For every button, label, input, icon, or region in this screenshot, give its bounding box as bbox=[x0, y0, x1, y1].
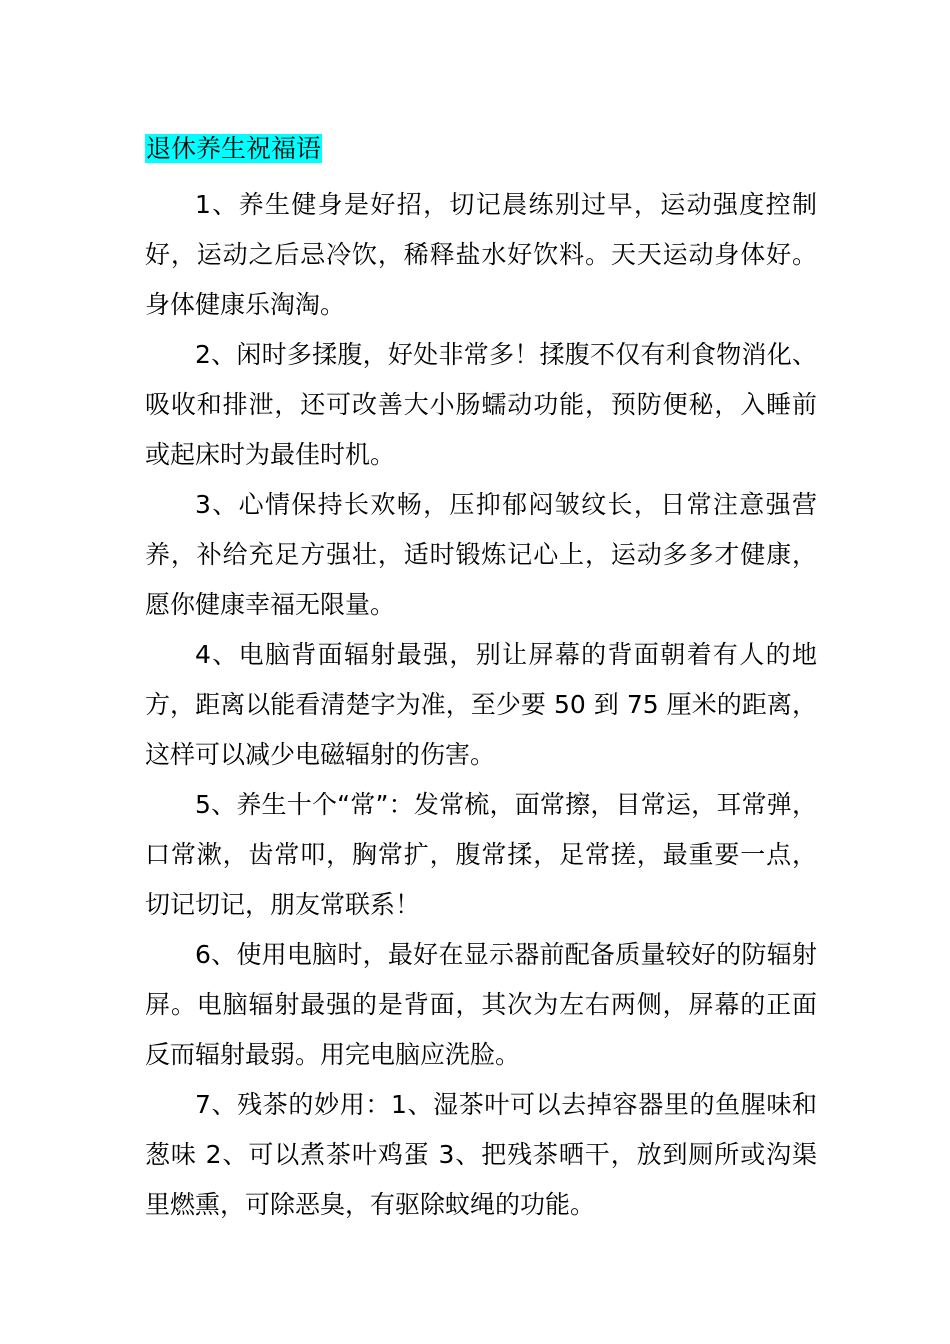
paragraph-2: 2、闲时多揉腹，好处非常多！揉腹不仅有利食物消化、吸收和排泄，还可改善大小肠蠕动功能，预防便秘，入睡前或起床时为最佳时机。 bbox=[145, 340, 817, 469]
paragraph-4: 4、电脑背面辐射最强，别让屏幕的背面朝着有人的地方，距离以能看清楚字为准，至少要 50 到 75 厘米的距离，这样可以减少电磁辐射的伤害。 bbox=[145, 640, 817, 769]
paragraph-7: 7、残茶的妙用：1、湿茶叶可以去掉容器里的鱼腥味和葱味 2、可以煮茶叶鸡蛋 3、把残茶晒干，放到厕所或沟渠里燃熏，可除恶臭，有驱除蚊绳的功能。 bbox=[145, 1090, 817, 1219]
document-body bbox=[145, 180, 817, 1230]
title-text: 退休养生祝福语 bbox=[146, 134, 322, 163]
document-title bbox=[145, 129, 322, 169]
paragraph-1: 1、养生健身是好招，切记晨练别过早，运动强度控制好，运动之后忌冷饮，稀释盐水好饮料。天天运动身体好。身体健康乐淘淘。 bbox=[145, 190, 817, 319]
paragraph-6: 6、使用电脑时，最好在显示器前配备质量较好的防辐射屏。电脑辐射最强的是背面，其次为左右两侧，屏幕的正面反而辐射最弱。用完电脑应洗脸。 bbox=[145, 940, 817, 1069]
paragraph-5: 5、养生十个“常”：发常梳，面常擦，目常运，耳常弹，口常漱，齿常叩，胸常扩，腹常揉，足常搓，最重要一点，切记切记，朋友常联系！ bbox=[145, 790, 817, 919]
paragraph-3: 3、心情保持长欢畅，压抑郁闷皱纹长，日常注意强营养，补给充足方强壮，适时锻炼记心上，运动多多才健康，愿你健康幸福无限量。 bbox=[145, 490, 817, 619]
